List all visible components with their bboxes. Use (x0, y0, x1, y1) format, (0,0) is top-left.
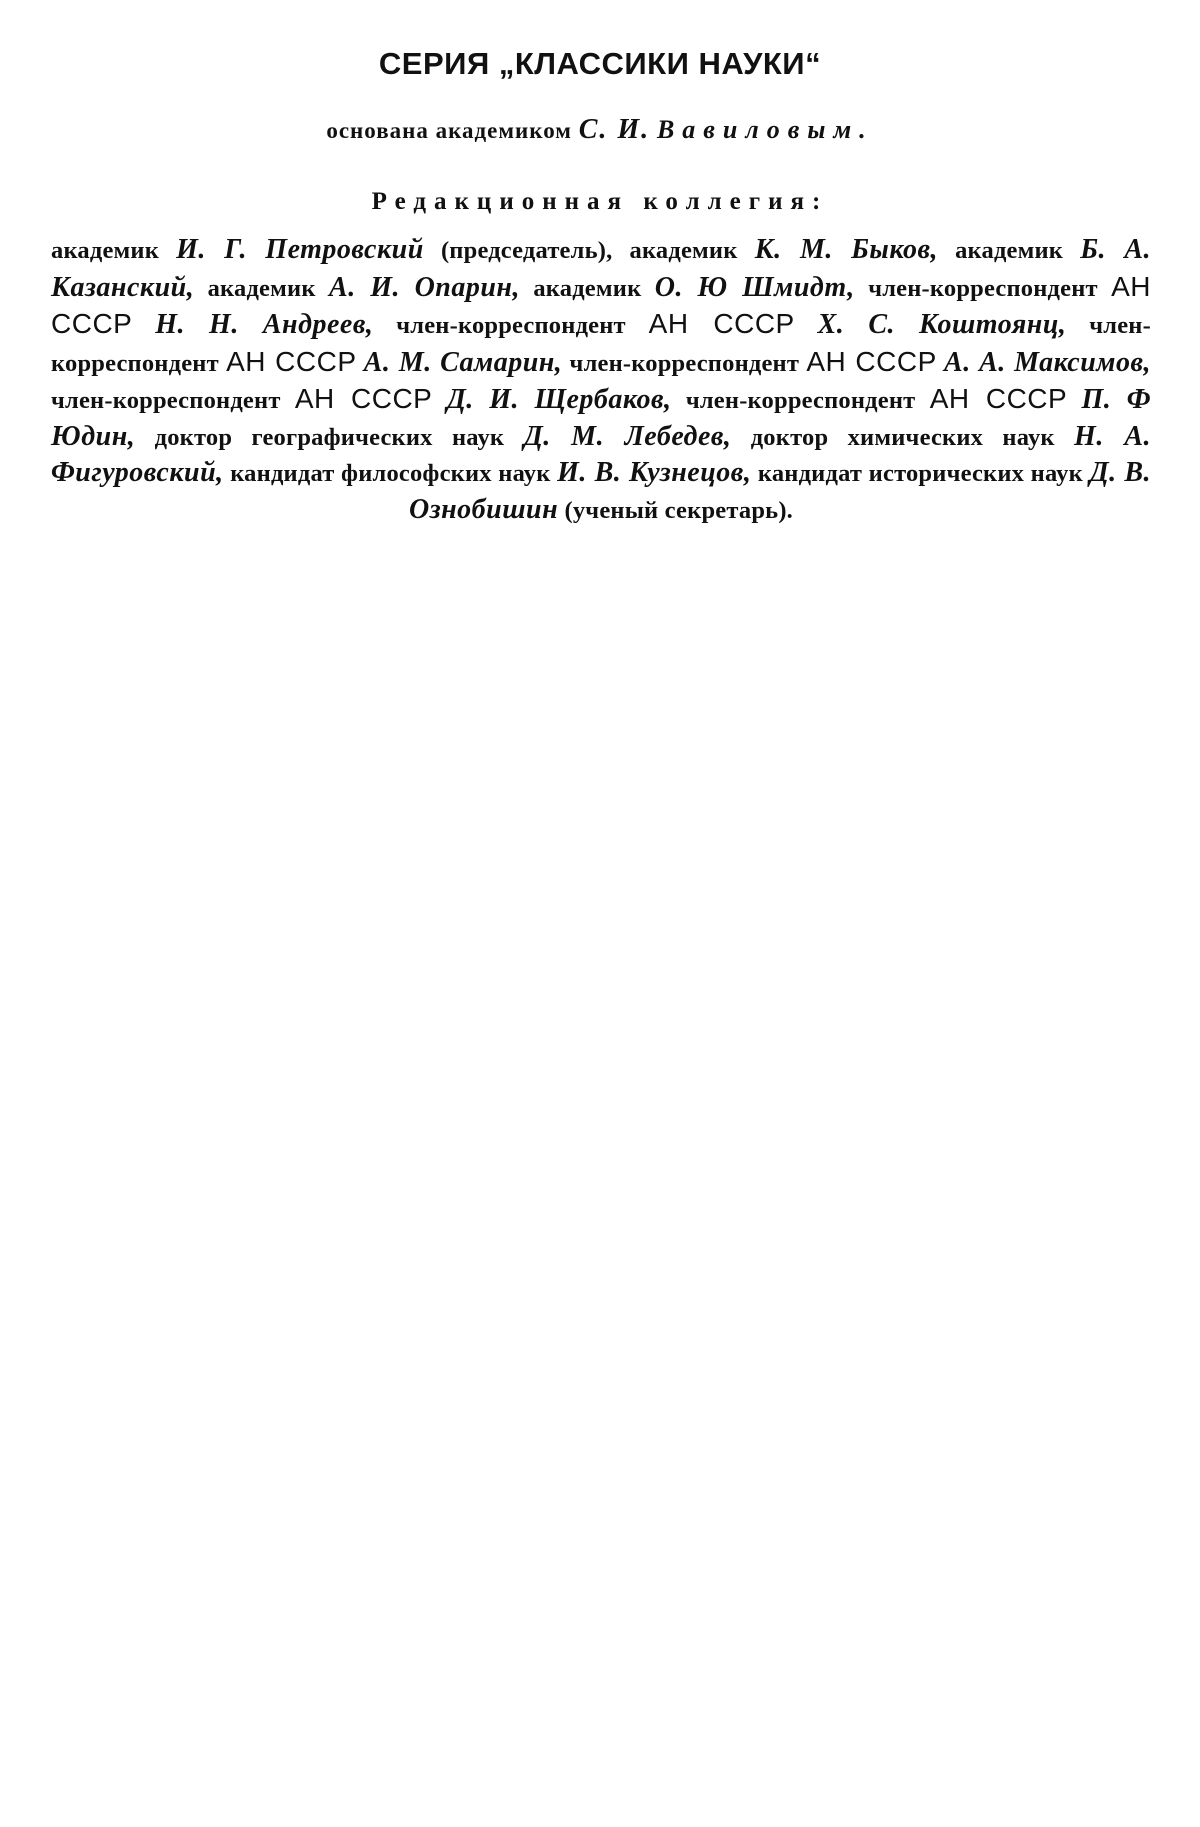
founded-line (0, 112, 1200, 149)
member-title: член-корреспондент (51, 312, 1151, 377)
editorial-board-heading: Редакционная коллегия: (371, 188, 829, 215)
member-name: О. Ю Шмидт, (654, 271, 855, 303)
member-title: член-корреспондент (685, 387, 916, 414)
member-title: кандидат исторических наук (757, 460, 1083, 487)
member-org: АН СССР (929, 383, 1068, 414)
member-name: Н. Н. Андреев, (155, 309, 374, 340)
member-name: Д. И. Щербаков, (446, 384, 672, 415)
member-title: член-корреспондент (868, 274, 1098, 302)
member-title: академик (533, 274, 642, 302)
member-title: академик (51, 237, 160, 264)
editorial-board-list (51, 232, 1151, 528)
member-name: Д. В. Ознобишин (408, 457, 1152, 525)
founded-prefix: основана академиком (326, 118, 572, 143)
member-name: И. В. Кузнецов, (557, 457, 752, 488)
member-name: А. А. Максимов, (944, 346, 1152, 378)
member-title: академик (207, 274, 316, 302)
member-title: член-корреспондент (396, 312, 626, 339)
member-name: Х. С. Коштоянц, (817, 309, 1067, 340)
member-name: Д. М. Лебедев, (523, 420, 732, 452)
member-title: доктор химических наук (750, 423, 1055, 451)
founder-surname: Вавиловым. (656, 115, 874, 144)
member-name: А. М. Самарин, (363, 346, 563, 378)
member-name: К. М. Быков, (754, 234, 938, 265)
member-org: АН СССР (226, 345, 357, 377)
member-name: Н. А. Фигуровский, (51, 420, 1151, 488)
member-title: доктор географических наук (154, 423, 505, 451)
member-note: (председатель), (440, 237, 613, 264)
member-title: академик (629, 237, 738, 264)
member-org: АН СССР (51, 270, 1152, 339)
member-org: АН СССР (806, 345, 937, 377)
member-org: АН СССР (294, 383, 433, 414)
member-title: член-корреспондент (569, 349, 800, 377)
member-org: АН СССР (648, 308, 795, 339)
member-name: А. И. Опарин, (329, 271, 520, 303)
member-title: член-корреспондент (51, 387, 281, 414)
founder-initials: С. И. (578, 114, 651, 145)
member-name: Б. А. Казанский, (51, 234, 1151, 303)
member-name: П. Ф Юдин, (51, 384, 1152, 452)
member-note: (ученый секретарь). (564, 496, 793, 524)
member-title: академик (955, 237, 1064, 264)
member-title: кандидат философских наук (230, 460, 551, 487)
series-title: СЕРИЯ „КЛАССИКИ НАУКИ“ (378, 46, 822, 81)
member-name: И. Г. Петровский (176, 234, 424, 265)
